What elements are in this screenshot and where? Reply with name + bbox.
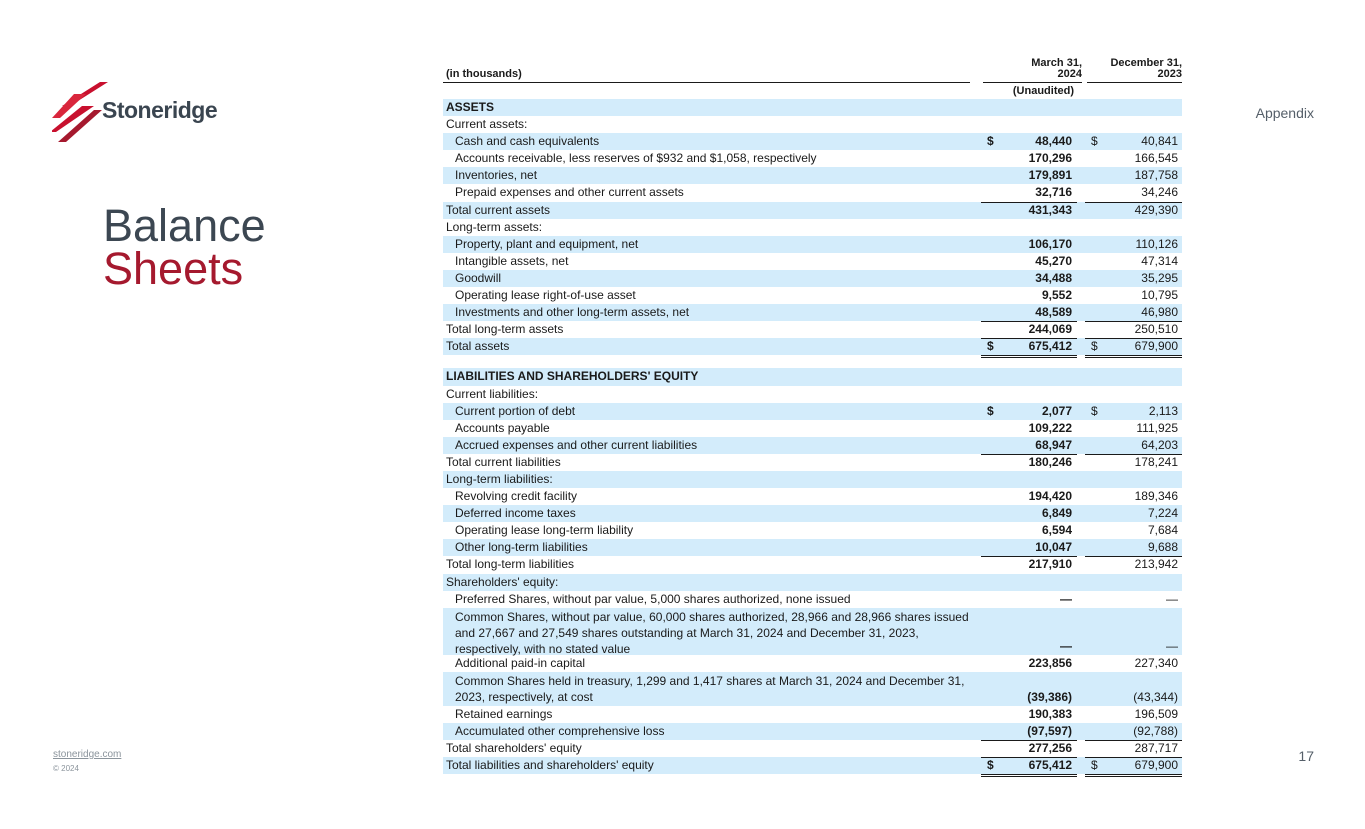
table-row-total-current-assets xyxy=(443,202,1182,219)
balance-sheet-table xyxy=(443,58,1182,774)
table-row-property-plant-and-equipment-net xyxy=(443,236,1182,253)
row-label: Common Shares held in treasury, 1,299 and 1,417 shares at March 31, 2024 and December 31, 2023, respectively, at cost xyxy=(455,673,965,704)
row-label: Deferred income taxes xyxy=(455,506,576,521)
table-row-investments-and-other-long-term-assets-n xyxy=(443,304,1182,321)
subtotal-rule xyxy=(981,202,1077,203)
table-row-other-long-term-liabilities xyxy=(443,539,1182,556)
table-row-accrued-expenses-and-other-current-liabi xyxy=(443,437,1182,454)
total-double-rule xyxy=(981,355,1077,358)
subtotal-rule xyxy=(981,338,1077,339)
value-december-2023: 47,314 xyxy=(1141,253,1178,268)
value-march-2024: (97,597) xyxy=(1027,723,1072,738)
value-march-2024: 2,077 xyxy=(1041,403,1072,418)
unaudited-row xyxy=(443,83,1182,99)
table-row-deferred-income-taxes xyxy=(443,505,1182,522)
row-label: Total long-term assets xyxy=(446,322,564,337)
table-row-accounts-receivable-less-reserves-of-932 xyxy=(443,150,1182,167)
column-header-december-2023: December 31, 2023 xyxy=(1087,58,1182,83)
row-label: Accounts payable xyxy=(455,420,550,435)
value-march-2024: — xyxy=(1060,638,1072,653)
value-december-2023: 2,113 xyxy=(1148,403,1178,418)
currency-symbol: $ xyxy=(987,758,994,773)
row-label: Operating lease long-term liability xyxy=(455,523,634,538)
table-row-operating-lease-right-of-use-asset xyxy=(443,287,1182,304)
value-december-2023: 166,545 xyxy=(1134,151,1178,166)
value-march-2024: 170,296 xyxy=(1028,151,1072,166)
row-label: Property, plant and equipment, net xyxy=(455,236,639,251)
unaudited-label: (Unaudited) xyxy=(1012,85,1074,97)
value-december-2023: 213,942 xyxy=(1134,557,1178,572)
row-label: Accrued expenses and other current liabilities xyxy=(455,437,698,452)
subtotal-rule xyxy=(1085,321,1182,322)
units-label: (in thousands) xyxy=(446,68,522,80)
row-label: Additional paid-in capital xyxy=(455,655,586,670)
table-row-preferred-shares-without-par-value-5-000 xyxy=(443,591,1182,608)
value-december-2023: — xyxy=(1166,591,1178,606)
table-row-inventories-net xyxy=(443,167,1182,184)
value-march-2024: 194,420 xyxy=(1028,489,1072,504)
page-title xyxy=(103,200,266,294)
row-label: Accumulated other comprehensive loss xyxy=(455,723,665,738)
value-december-2023: 178,241 xyxy=(1134,454,1178,469)
value-march-2024: 9,552 xyxy=(1041,288,1072,303)
value-march-2024: 217,910 xyxy=(1028,557,1072,572)
table-row-current-liabilities xyxy=(443,386,1182,403)
row-label: Total liabilities and shareholders' equity xyxy=(446,758,654,773)
currency-symbol: $ xyxy=(1091,134,1098,149)
value-march-2024: 675,412 xyxy=(1028,758,1072,773)
table-row-intangible-assets-net xyxy=(443,253,1182,270)
row-label: Operating lease right-of-use asset xyxy=(455,288,636,303)
value-december-2023: 227,340 xyxy=(1134,655,1178,670)
table-row-total-liabilities-and-shareholders-equit xyxy=(443,757,1182,774)
subtotal-rule xyxy=(981,454,1077,455)
value-march-2024: 6,849 xyxy=(1041,506,1072,521)
value-march-2024: 179,891 xyxy=(1028,168,1072,183)
value-december-2023: — xyxy=(1166,638,1178,653)
table-row-cash-and-cash-equivalents xyxy=(443,133,1182,150)
value-march-2024: (39,386) xyxy=(1027,689,1072,704)
value-december-2023: 196,509 xyxy=(1134,706,1178,721)
subtotal-rule xyxy=(1085,338,1182,339)
row-label: Intangible assets, net xyxy=(455,253,569,268)
row-label: Accounts receivable, less reserves of $932 and $1,058, respectively xyxy=(455,151,817,166)
currency-symbol: $ xyxy=(987,134,994,149)
row-label: LIABILITIES AND SHAREHOLDERS' EQUITY xyxy=(446,369,699,384)
value-march-2024: 48,440 xyxy=(1035,134,1072,149)
table-row-current-assets xyxy=(443,116,1182,133)
subtotal-rule xyxy=(1085,556,1182,557)
table-row-total-long-term-assets xyxy=(443,321,1182,338)
subtotal-rule xyxy=(1085,202,1182,203)
currency-symbol: $ xyxy=(1091,339,1098,354)
table-row-accounts-payable xyxy=(443,420,1182,437)
value-december-2023: (92,788) xyxy=(1133,723,1178,738)
row-label: Current liabilities: xyxy=(446,386,539,401)
row-label: Current portion of debt xyxy=(455,403,576,418)
table-row-total-assets xyxy=(443,338,1182,355)
value-march-2024: 48,589 xyxy=(1035,305,1072,320)
value-december-2023: 10,795 xyxy=(1141,288,1178,303)
row-label: Retained earnings xyxy=(455,706,553,721)
value-march-2024: 277,256 xyxy=(1028,741,1072,755)
value-december-2023: 35,295 xyxy=(1141,270,1178,285)
subtotal-rule xyxy=(1085,757,1182,758)
copyright: © 2024 xyxy=(53,764,79,773)
row-label: Total current liabilities xyxy=(446,454,561,469)
subtotal-rule xyxy=(981,757,1077,758)
row-label: Current assets: xyxy=(446,117,528,132)
value-march-2024: 190,383 xyxy=(1028,706,1072,721)
row-label: Total assets xyxy=(446,339,510,354)
table-row-long-term-liabilities xyxy=(443,471,1182,488)
table-header xyxy=(443,58,1182,83)
currency-symbol: $ xyxy=(987,339,994,354)
value-march-2024: 34,488 xyxy=(1035,270,1072,285)
value-december-2023: 64,203 xyxy=(1141,437,1178,452)
table-row-current-portion-of-debt xyxy=(443,403,1182,420)
table-row-common-shares-held-in-treasury-1-299-and xyxy=(443,672,1182,706)
column-header-march-2024: March 31, 2024 xyxy=(983,58,1082,83)
value-december-2023: 7,684 xyxy=(1147,523,1178,538)
row-label: Cash and cash equivalents xyxy=(455,134,600,149)
total-double-rule xyxy=(981,774,1077,777)
row-label: ASSETS xyxy=(446,100,495,114)
row-label: Long-term assets: xyxy=(446,219,543,234)
table-row-total-shareholders-equity xyxy=(443,740,1182,757)
row-label: Inventories, net xyxy=(455,168,538,183)
value-december-2023: 111,925 xyxy=(1136,420,1178,435)
table-row-prepaid-expenses-and-other-current-asset xyxy=(443,184,1182,201)
table-row-goodwill xyxy=(443,270,1182,287)
currency-symbol: $ xyxy=(1091,403,1098,418)
table-row-total-long-term-liabilities xyxy=(443,556,1182,573)
value-march-2024: 68,947 xyxy=(1035,437,1072,452)
value-december-2023: 250,510 xyxy=(1134,322,1178,337)
value-december-2023: 429,390 xyxy=(1134,202,1178,217)
value-december-2023: 34,246 xyxy=(1141,185,1178,200)
table-row-shareholders-equity xyxy=(443,574,1182,591)
value-december-2023: 7,224 xyxy=(1147,506,1178,521)
row-label: Total long-term liabilities xyxy=(446,557,575,572)
currency-symbol: $ xyxy=(987,403,994,418)
row-label: Total current assets xyxy=(446,202,551,217)
value-december-2023: 46,980 xyxy=(1141,305,1178,320)
value-december-2023: 110,126 xyxy=(1135,236,1178,251)
row-label: Common Shares, without par value, 60,000 shares authorized, 28,966 and 28,966 shares issued and 27,667 and 27,549 shares outstanding at March 31, 2024 and December 31, 2023, respectively, with no stated value xyxy=(455,609,969,656)
value-march-2024: 675,412 xyxy=(1028,339,1072,354)
table-row-total-current-liabilities xyxy=(443,454,1182,471)
value-december-2023: 679,900 xyxy=(1134,758,1178,773)
value-december-2023: 9,688 xyxy=(1147,540,1178,555)
section-tag: Appendix xyxy=(1255,105,1314,121)
table-row-retained-earnings xyxy=(443,706,1182,723)
page-title-line1: Balance xyxy=(103,200,266,251)
value-december-2023: 189,346 xyxy=(1134,489,1178,504)
row-label: Long-term liabilities: xyxy=(446,471,553,486)
value-december-2023: 40,841 xyxy=(1141,134,1178,149)
value-march-2024: 6,594 xyxy=(1041,523,1072,538)
table-row-assets xyxy=(443,99,1182,116)
table-row-liabilities-and-shareholders-equity xyxy=(443,368,1182,385)
subtotal-rule xyxy=(981,321,1077,322)
value-march-2024: 45,270 xyxy=(1035,253,1072,268)
row-label: Investments and other long-term assets, net xyxy=(455,305,690,320)
row-label: Other long-term liabilities xyxy=(455,540,588,555)
website-link[interactable]: stoneridge.com xyxy=(53,749,122,760)
subtotal-rule xyxy=(981,556,1077,557)
value-december-2023: 287,717 xyxy=(1134,741,1178,755)
subtotal-rule xyxy=(1085,454,1182,455)
table-row-long-term-assets xyxy=(443,219,1182,236)
row-label: Preferred Shares, without par value, 5,000 shares authorized, none issued xyxy=(455,591,851,606)
value-march-2024: 244,069 xyxy=(1028,322,1072,337)
value-march-2024: 180,246 xyxy=(1028,454,1072,469)
table-row-common-shares-without-par-value-60-000-s xyxy=(443,608,1182,655)
total-double-rule xyxy=(1085,355,1182,358)
value-march-2024: 223,856 xyxy=(1028,655,1072,670)
value-march-2024: — xyxy=(1060,591,1072,606)
subtotal-rule xyxy=(981,740,1077,741)
total-double-rule xyxy=(1085,774,1182,777)
value-december-2023: (43,344) xyxy=(1133,689,1178,704)
page-number: 17 xyxy=(1298,748,1314,764)
value-march-2024: 32,716 xyxy=(1035,185,1072,200)
row-label: Shareholders' equity: xyxy=(446,574,559,589)
currency-symbol: $ xyxy=(1091,758,1098,773)
value-march-2024: 10,047 xyxy=(1035,540,1072,555)
value-december-2023: 187,758 xyxy=(1134,168,1178,183)
table-row-operating-lease-long-term-liability xyxy=(443,522,1182,539)
value-march-2024: 106,170 xyxy=(1028,236,1072,251)
brand-name: Stoneridge xyxy=(102,97,218,123)
subtotal-rule xyxy=(1085,740,1182,741)
table-body xyxy=(443,99,1182,774)
row-label: Total shareholders' equity xyxy=(446,741,582,755)
value-march-2024: 109,222 xyxy=(1028,420,1072,435)
table-row-additional-paid-in-capital xyxy=(443,655,1182,672)
row-label: Revolving credit facility xyxy=(455,489,578,504)
page-title-line2: Sheets xyxy=(103,243,244,294)
table-row-revolving-credit-facility xyxy=(443,488,1182,505)
value-march-2024: 431,343 xyxy=(1028,202,1072,217)
table-row-accumulated-other-comprehensive-loss xyxy=(443,723,1182,740)
row-label: Goodwill xyxy=(455,270,502,285)
row-label: Prepaid expenses and other current assets xyxy=(455,185,684,200)
value-december-2023: 679,900 xyxy=(1134,339,1178,354)
